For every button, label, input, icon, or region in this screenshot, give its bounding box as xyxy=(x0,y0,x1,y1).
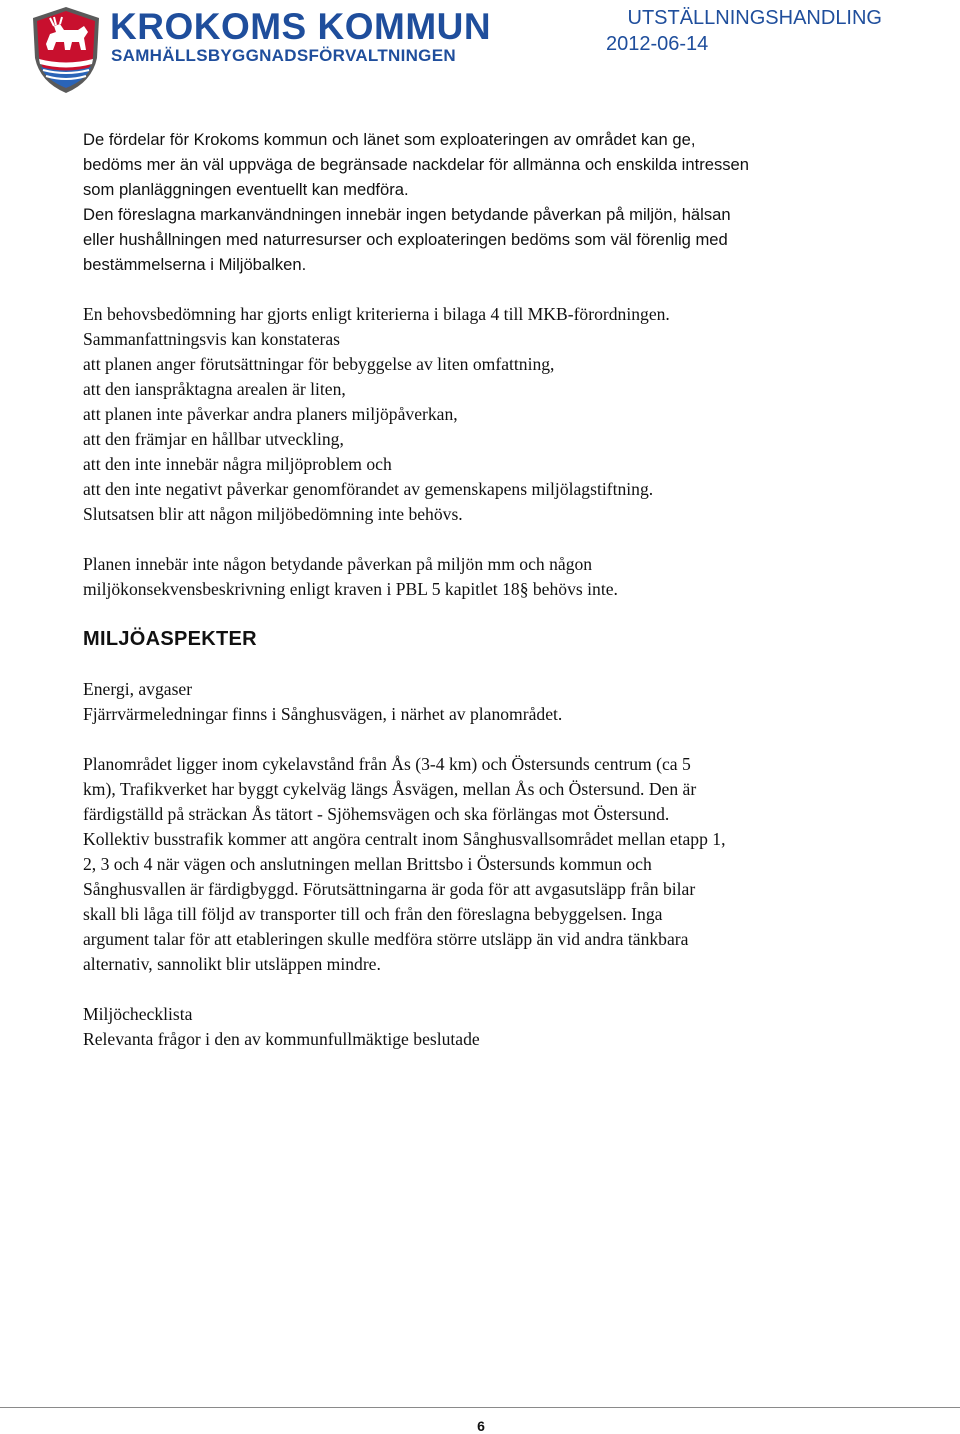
text-line: Sånghusvallen är färdigbyggd. Förutsättningarna är goda för att avgasutsläpp från bilar xyxy=(83,879,696,899)
text-line: Sammanfattningsvis kan konstateras xyxy=(83,329,341,349)
organization-unit: SAMHÄLLSBYGGNADSFÖRVALTNINGEN xyxy=(111,46,456,65)
text-line: att planen inte påverkar andra planers miljöpåverkan, xyxy=(83,404,458,424)
section-heading: MILJÖASPEKTER xyxy=(83,628,257,650)
conclusion-paragraph xyxy=(83,552,883,602)
text-line: som planläggningen eventuellt kan medföra. xyxy=(83,180,409,199)
energy-paragraph xyxy=(83,677,883,727)
text-line: alternativ, sannolikt blir utsläppen mindre. xyxy=(83,954,381,974)
text-line: att den inte negativt påverkar genomförandet av gemenskapens miljölagstiftning. xyxy=(83,479,654,499)
document-body xyxy=(83,127,883,1077)
text-line: km), Trafikverket har byggt cykelväg längs Åsvägen, mellan Ås och Östersund. Den är xyxy=(83,779,697,799)
municipal-coat-of-arms-icon xyxy=(26,4,106,96)
text-line: färdigställd på sträckan Ås tätort - Sjöhemsvägen och ska förlängas mot Östersund. xyxy=(83,804,670,824)
text-line: eller hushållningen med naturresurser och exploateringen bedöms som väl förenlig med xyxy=(83,230,728,249)
document-date: 2012-06-14 xyxy=(606,33,709,55)
summary-paragraph xyxy=(83,302,883,527)
text-line: Slutsatsen blir att någon miljöbedömning inte behövs. xyxy=(83,504,463,524)
text-line: att den ianspråktagna arealen är liten, xyxy=(83,379,346,399)
checklist-paragraph xyxy=(83,1002,883,1052)
text-line: Planen innebär inte någon betydande påverkan på miljön mm och någon xyxy=(83,554,593,574)
text-line: bedöms mer än väl uppväga de begränsade nackdelar för allmänna och enskilda intressen xyxy=(83,155,750,174)
subheading-line: Energi, avgaser xyxy=(83,679,193,699)
footer-divider xyxy=(0,1407,960,1408)
text-line: argument talar för att etableringen skulle medföra större utsläpp än vid andra tänkbara xyxy=(83,929,689,949)
text-line: Kollektiv busstrafik kommer att angöra centralt inom Sånghusvallsområdet mellan etapp 1, xyxy=(83,829,726,849)
text-line: att planen anger förutsättningar för bebyggelse av liten omfattning, xyxy=(83,354,555,374)
text-line: De fördelar för Krokoms kommun och länet som exploateringen av området kan ge, xyxy=(83,130,696,149)
traffic-paragraph xyxy=(83,752,883,977)
text-line: Fjärrvärmeledningar finns i Sånghusvägen, i närhet av planområdet. xyxy=(83,704,563,724)
text-line: miljökonsekvensbeskrivning enligt kraven i PBL 5 kapitlet 18§ behövs inte. xyxy=(83,579,618,599)
text-line: skall bli låga till följd av transporter till och från den föreslagna bebyggelsen. Inga xyxy=(83,904,663,924)
text-line: bestämmelserna i Miljöbalken. xyxy=(83,255,307,274)
text-line: En behovsbedömning har gjorts enligt kriterierna i bilaga 4 till MKB-förordningen. xyxy=(83,304,670,324)
page-header xyxy=(0,0,960,100)
text-line: Planområdet ligger inom cykelavstånd från Ås (3-4 km) och Östersunds centrum (ca 5 xyxy=(83,754,691,774)
page-number: 6 xyxy=(477,1418,485,1434)
text-line: 2, 3 och 4 när vägen och anslutningen mellan Brittsbo i Östersunds kommun och xyxy=(83,854,652,874)
text-line: Relevanta frågor i den av kommunfullmäktige beslutade xyxy=(83,1029,480,1049)
text-line: att den främjar en hållbar utveckling, xyxy=(83,429,344,449)
document-type: UTSTÄLLNINGSHANDLING xyxy=(627,7,882,29)
organization-name: KROKOMS KOMMUN xyxy=(110,6,492,47)
intro-paragraph xyxy=(83,127,883,277)
text-line: Den föreslagna markanvändningen innebär ingen betydande påverkan på miljön, hälsan xyxy=(83,205,731,224)
text-line: att den inte innebär några miljöproblem och xyxy=(83,454,392,474)
subheading-line: Miljöchecklista xyxy=(83,1004,193,1024)
